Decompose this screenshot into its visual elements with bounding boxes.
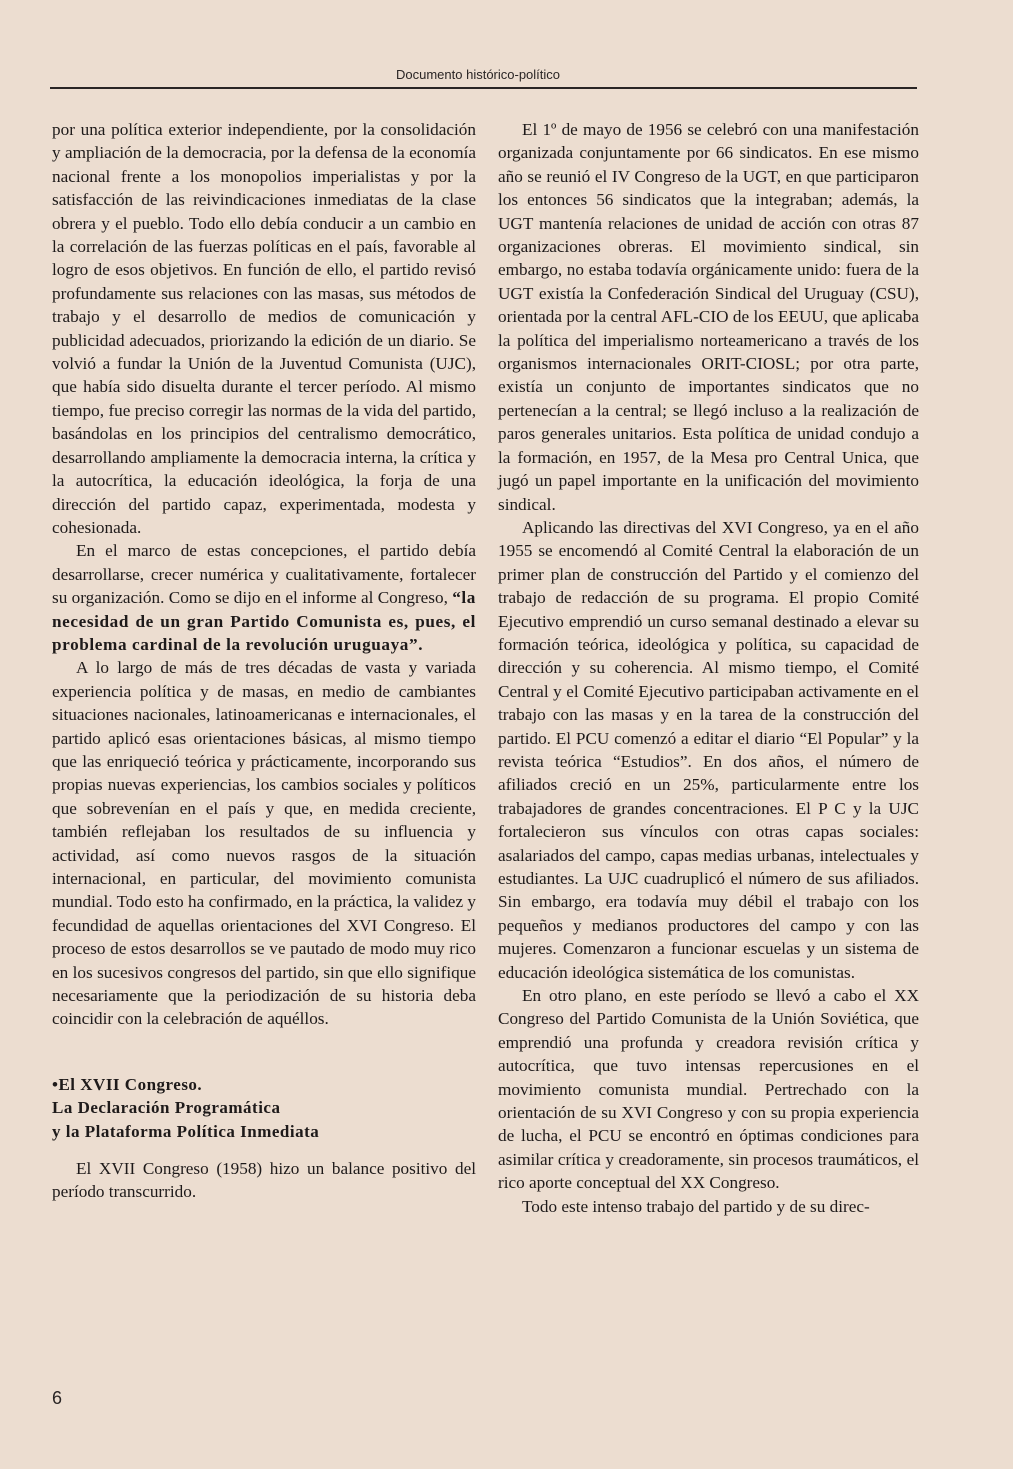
right-column xyxy=(498,118,919,1218)
paragraph: Todo este intenso trabajo del partido y de su direc- xyxy=(522,1196,870,1216)
section-heading xyxy=(52,1073,476,1143)
paragraph: El 1º de mayo de 1956 se celebró con una manifestación organizada conjuntamente por 66 sindicatos. En ese mismo año se reunió el IV Congreso de la UGT, en que participaron los entonces 56 sindicatos que la integraban; además, la UGT mantenía relaciones de unidad de acción con otras 87 organizaciones obreras. El movimiento sindical, sin embargo, no estaba todavía orgánicamente unido: fuera de la UGT existía la Confederación Sindical del Uruguay (CSU), orientada por la central AFL-CIO de los EEUU, que aplicaba la política del imperialismo norteamericano a través de los organismos internacionales ORIT-CIOSL; por otra parte, existía un conjunto de importantes sindicatos que no pertenecían a la central; se llegó incluso a la realización de paros generales unitarios. Esta política de unidad condujo a la formación, en 1957, de la Mesa pro Central Unica, que jugó un papel importante en la unificación del movimiento sindical. xyxy=(498,120,919,514)
paragraph xyxy=(52,539,476,656)
paragraph: El XVII Congreso (1958) hizo un balance positivo del período transcurrido. xyxy=(52,1159,476,1202)
running-header: Documento histórico-político xyxy=(396,67,561,82)
page-number: 6 xyxy=(52,1388,63,1408)
section-heading-line: y la Plataforma Política Inmediata xyxy=(52,1121,320,1141)
section-heading-line: La Declaración Programática xyxy=(52,1098,281,1118)
paragraph: En otro plano, en este período se llevó a cabo el XX Congreso del Partido Comunista de la Unión Soviética, que emprendió una profunda y creadora revisión crítica y autocrítica, que tuvo intensas repercusiones en el movimiento comunista mundial. Pertrechado con la orientación de su XVI Congreso y con su propia experiencia de lucha, el PCU se encontró en óptimas condiciones para asimilar crítica y creadoramente, sin procesos traumáticos, el rico aporte conceptual del XX Congreso. xyxy=(498,986,919,1193)
paragraph: Aplicando las directivas del XVI Congreso, ya en el año 1955 se encomendó al Comité Central la elaboración de un primer plan de construcción del Partido y el comienzo del trabajo de redacción de su programa. El propio Comité Ejecutivo emprendió un curso semanal destinado a elevar su formación teórica, ideológica y política, su capacidad de dirección y su coherencia. Al mismo tiempo, el Comité Central y el Comité Ejecutivo participaban activamente en el trabajo con las masas y en la tarea de la construcción del partido. El PCU comenzó a editar el diario “El Popular” y la revista teórica “Estudios”. En dos años, el número de afiliados creció en un 25%, particularmente entre los trabajadores de grandes concentraciones. El P C y la UJC fortalecieron sus vínculos con otras capas sociales: asalariados del campo, capas medias urbanas, intelectuales y estudiantes. La UJC cuadruplicó el número de sus afiliados. Sin embargo, era todavía muy débil el trabajo con los pequeños y medianos productores del campo y con las mujeres. Comenzaron a funcionar escuelas y un sistema de educación ideológica sistemática de los comunistas. xyxy=(498,517,919,982)
section-heading-line: •El XVII Congreso. xyxy=(52,1074,203,1094)
paragraph: por una política exterior independiente, por la consolidación y ampliación de la democracia, por la defensa de la economía nacional frente a los monopolios imperialistas y por la satisfacción de las reivindicaciones inmediatas de la clase obrera y el pueblo. Todo ello debía conducir a un cambio en la correlación de las fuerzas políticas en el país, favorable al logro de esos objetivos. En función de ello, el partido revisó profundamente sus relaciones con las masas, sus métodos de trabajo y el desarrollo de medios de comunicación y publicidad adecuados, priorizando la edición de un diario. Se volvió a fundar la Unión de la Juventud Comunista (UJC), que había sido disuelta durante el tercer período. Al mismo tiempo, fue preciso corregir las normas de la vida del partido, basándolas en los principios del centralismo democrático, desarrollando ampliamente la democracia interna, la crítica y la autocrítica, la educación ideológica, la forja de una dirección del partido capaz, experimentada, modesta y cohesionada. xyxy=(52,120,476,537)
paragraph: A lo largo de más de tres décadas de vasta y variada experiencia política y de masas, en medio de cambiantes situaciones nacionales, latinoamericanas e internacionales, el partido aplicó esas orientaciones básicas, al mismo tiempo que las enriqueció teórica y prácticamente, incorporando sus propias nuevas experiencias, los cambios sociales y políticos que sobrevenían en el país y que, en medida creciente, también reflejaban los resultados de su influencia y actividad, así como nuevos rasgos de la situación internacional, en particular, del movimiento comunista mundial. Todo esto ha confirmado, en la práctica, la validez y fecundidad de aquellas orientaciones del XVI Congreso. El proceso de estos desarrollos se ve pautado de modo muy rico en los sucesivos congresos del partido, sin que ello signifique necesariamente que la periodización de su historia deba coincidir con la celebración de aquéllos. xyxy=(52,658,476,1029)
left-column xyxy=(52,118,476,1204)
congress-quote: “la necesidad de un gran Partido Comunista es, pues, el problema cardinal de la revolución uruguaya”. xyxy=(52,588,476,654)
header-rule xyxy=(50,87,917,89)
paragraph-text: En el marco de estas concepciones, el partido debía desarrollarse, crecer numérica y cualitativamente, fortalecer su organización. Como se dijo en el informe al Congreso, xyxy=(52,541,476,608)
